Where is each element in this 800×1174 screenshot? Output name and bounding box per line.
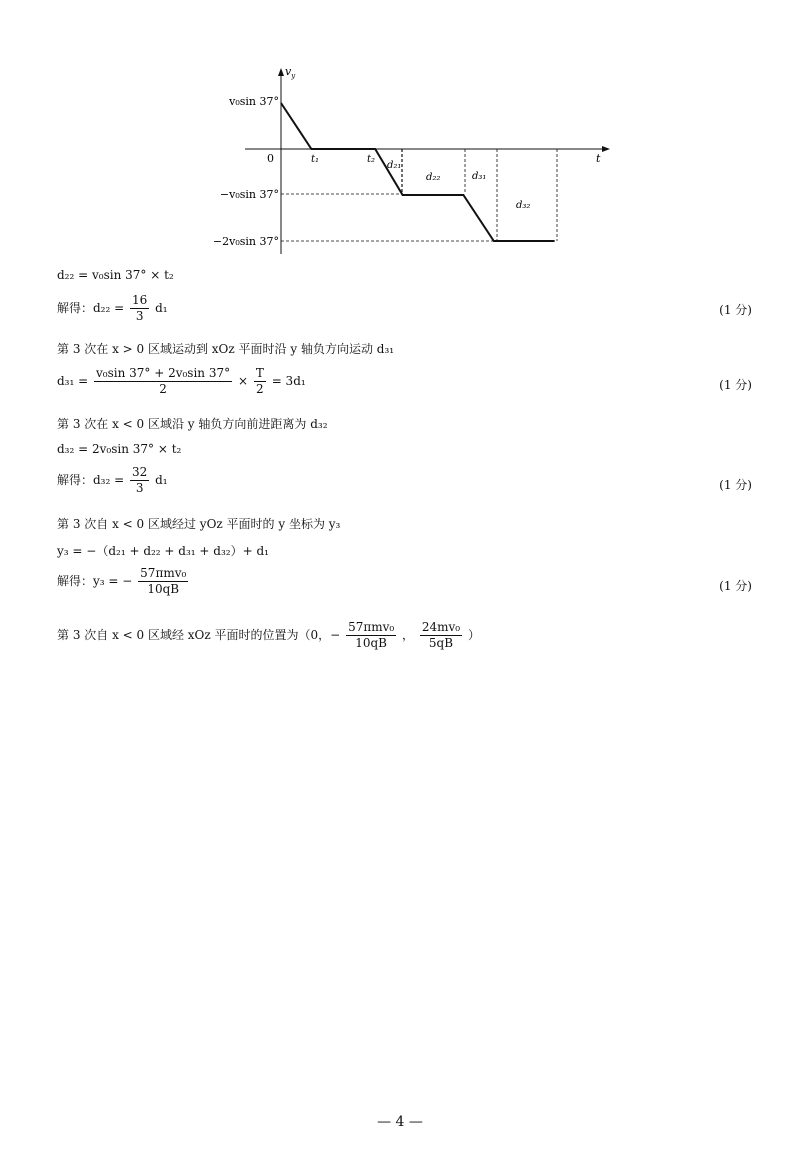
frac-T-2: [254, 366, 266, 397]
result-y3: [57, 566, 190, 597]
eq-y3: y₃ = −（d₂₁ + d₂₂ + d₃₁ + d₃₂）+ d₁: [57, 544, 269, 558]
result-d22-suffix: d₁: [155, 301, 168, 315]
final-position-prefix: 第 3 次自 x < 0 区域经 xOz 平面时的位置为（0，−: [57, 628, 341, 642]
eq-d32: d₃₂ = 2v₀sin 37° × t₂: [57, 442, 182, 456]
frac-num: v₀sin 37° + 2v₀sin 37°: [96, 366, 231, 380]
score-1: (1 分): [719, 303, 752, 317]
frac-num: 24mv₀: [421, 620, 461, 634]
x-axis-label: t: [596, 152, 601, 165]
frac-den: 2: [159, 382, 167, 396]
final-position: [57, 620, 480, 651]
y-axis-label: $v_y$: [285, 65, 296, 80]
y-tick-neg2: −2v₀sin 37°: [212, 235, 279, 248]
origin-label: 0: [267, 152, 274, 165]
score-2: (1 分): [719, 378, 752, 392]
frac-den: 3: [135, 481, 144, 495]
eq-d22: d₂₂ = v₀sin 37° × t₂: [57, 268, 174, 282]
x-tick-t1: t₁: [311, 154, 320, 165]
score-3: (1 分): [719, 478, 752, 492]
result-d32-suffix: d₁: [155, 473, 168, 487]
result-d22-prefix: 解得：d₂₂ =: [57, 301, 125, 315]
frac-16-3: [130, 293, 149, 324]
frac-num: T: [255, 366, 264, 380]
region-d32: d₃₂: [516, 200, 531, 211]
frac-num: 16: [132, 293, 148, 307]
x-axis-arrow: [602, 146, 610, 152]
text-d31-intro: 第 3 次在 x > 0 区域运动到 xOz 平面时沿 y 轴负方向运动 d₃₁: [57, 342, 395, 356]
x-tick-t2: t₂: [367, 154, 376, 165]
frac-24mv: [420, 620, 462, 651]
y-tick-pos: v₀sin 37°: [229, 95, 279, 108]
region-d31: d₃₁: [472, 171, 487, 182]
region-d21: d₂₁: [387, 160, 402, 171]
y-tick-neg1: −v₀sin 37°: [219, 188, 279, 201]
frac-57pi: [138, 566, 188, 597]
frac-den: 10qB: [147, 582, 180, 596]
eq-d31: [57, 366, 306, 397]
page-number: — 4 —: [377, 1114, 423, 1130]
frac-velocity-sum: [94, 366, 232, 397]
vy-t-graph: [200, 62, 620, 257]
frac-57pi-pos: [346, 620, 396, 651]
eq-d31-suffix: = 3d₁: [271, 374, 306, 388]
score-4: (1 分): [719, 579, 752, 593]
y-axis-arrow: [278, 68, 284, 76]
region-d22: d₂₂: [426, 172, 441, 183]
result-y3-prefix: 解得：y₃ = −: [57, 574, 133, 588]
text-y3-intro: 第 3 次自 x < 0 区域经过 yOz 平面时的 y 坐标为 y₃: [57, 517, 341, 531]
final-position-suffix: ）: [467, 628, 480, 642]
text-d32-intro: 第 3 次在 x < 0 区域沿 y 轴负方向前进距离为 d₃₂: [57, 417, 328, 431]
frac-den: 2: [256, 382, 264, 396]
result-d32: [57, 465, 168, 496]
result-d22: [57, 293, 168, 324]
frac-num: 32: [132, 465, 148, 479]
frac-den: 5qB: [428, 636, 454, 650]
frac-32-3: [130, 465, 149, 496]
frac-num: 57πmv₀: [140, 566, 187, 580]
frac-num: 57πmv₀: [348, 620, 395, 634]
eq-d31-prefix: d₃₁ =: [57, 374, 89, 388]
frac-den: 10qB: [355, 636, 388, 650]
series-vy-line: [281, 103, 555, 241]
result-d32-prefix: 解得：d₃₂ =: [57, 473, 125, 487]
final-position-sep: ，: [402, 628, 415, 642]
frac-den: 3: [135, 309, 144, 323]
eq-d31-times: ×: [237, 374, 249, 388]
